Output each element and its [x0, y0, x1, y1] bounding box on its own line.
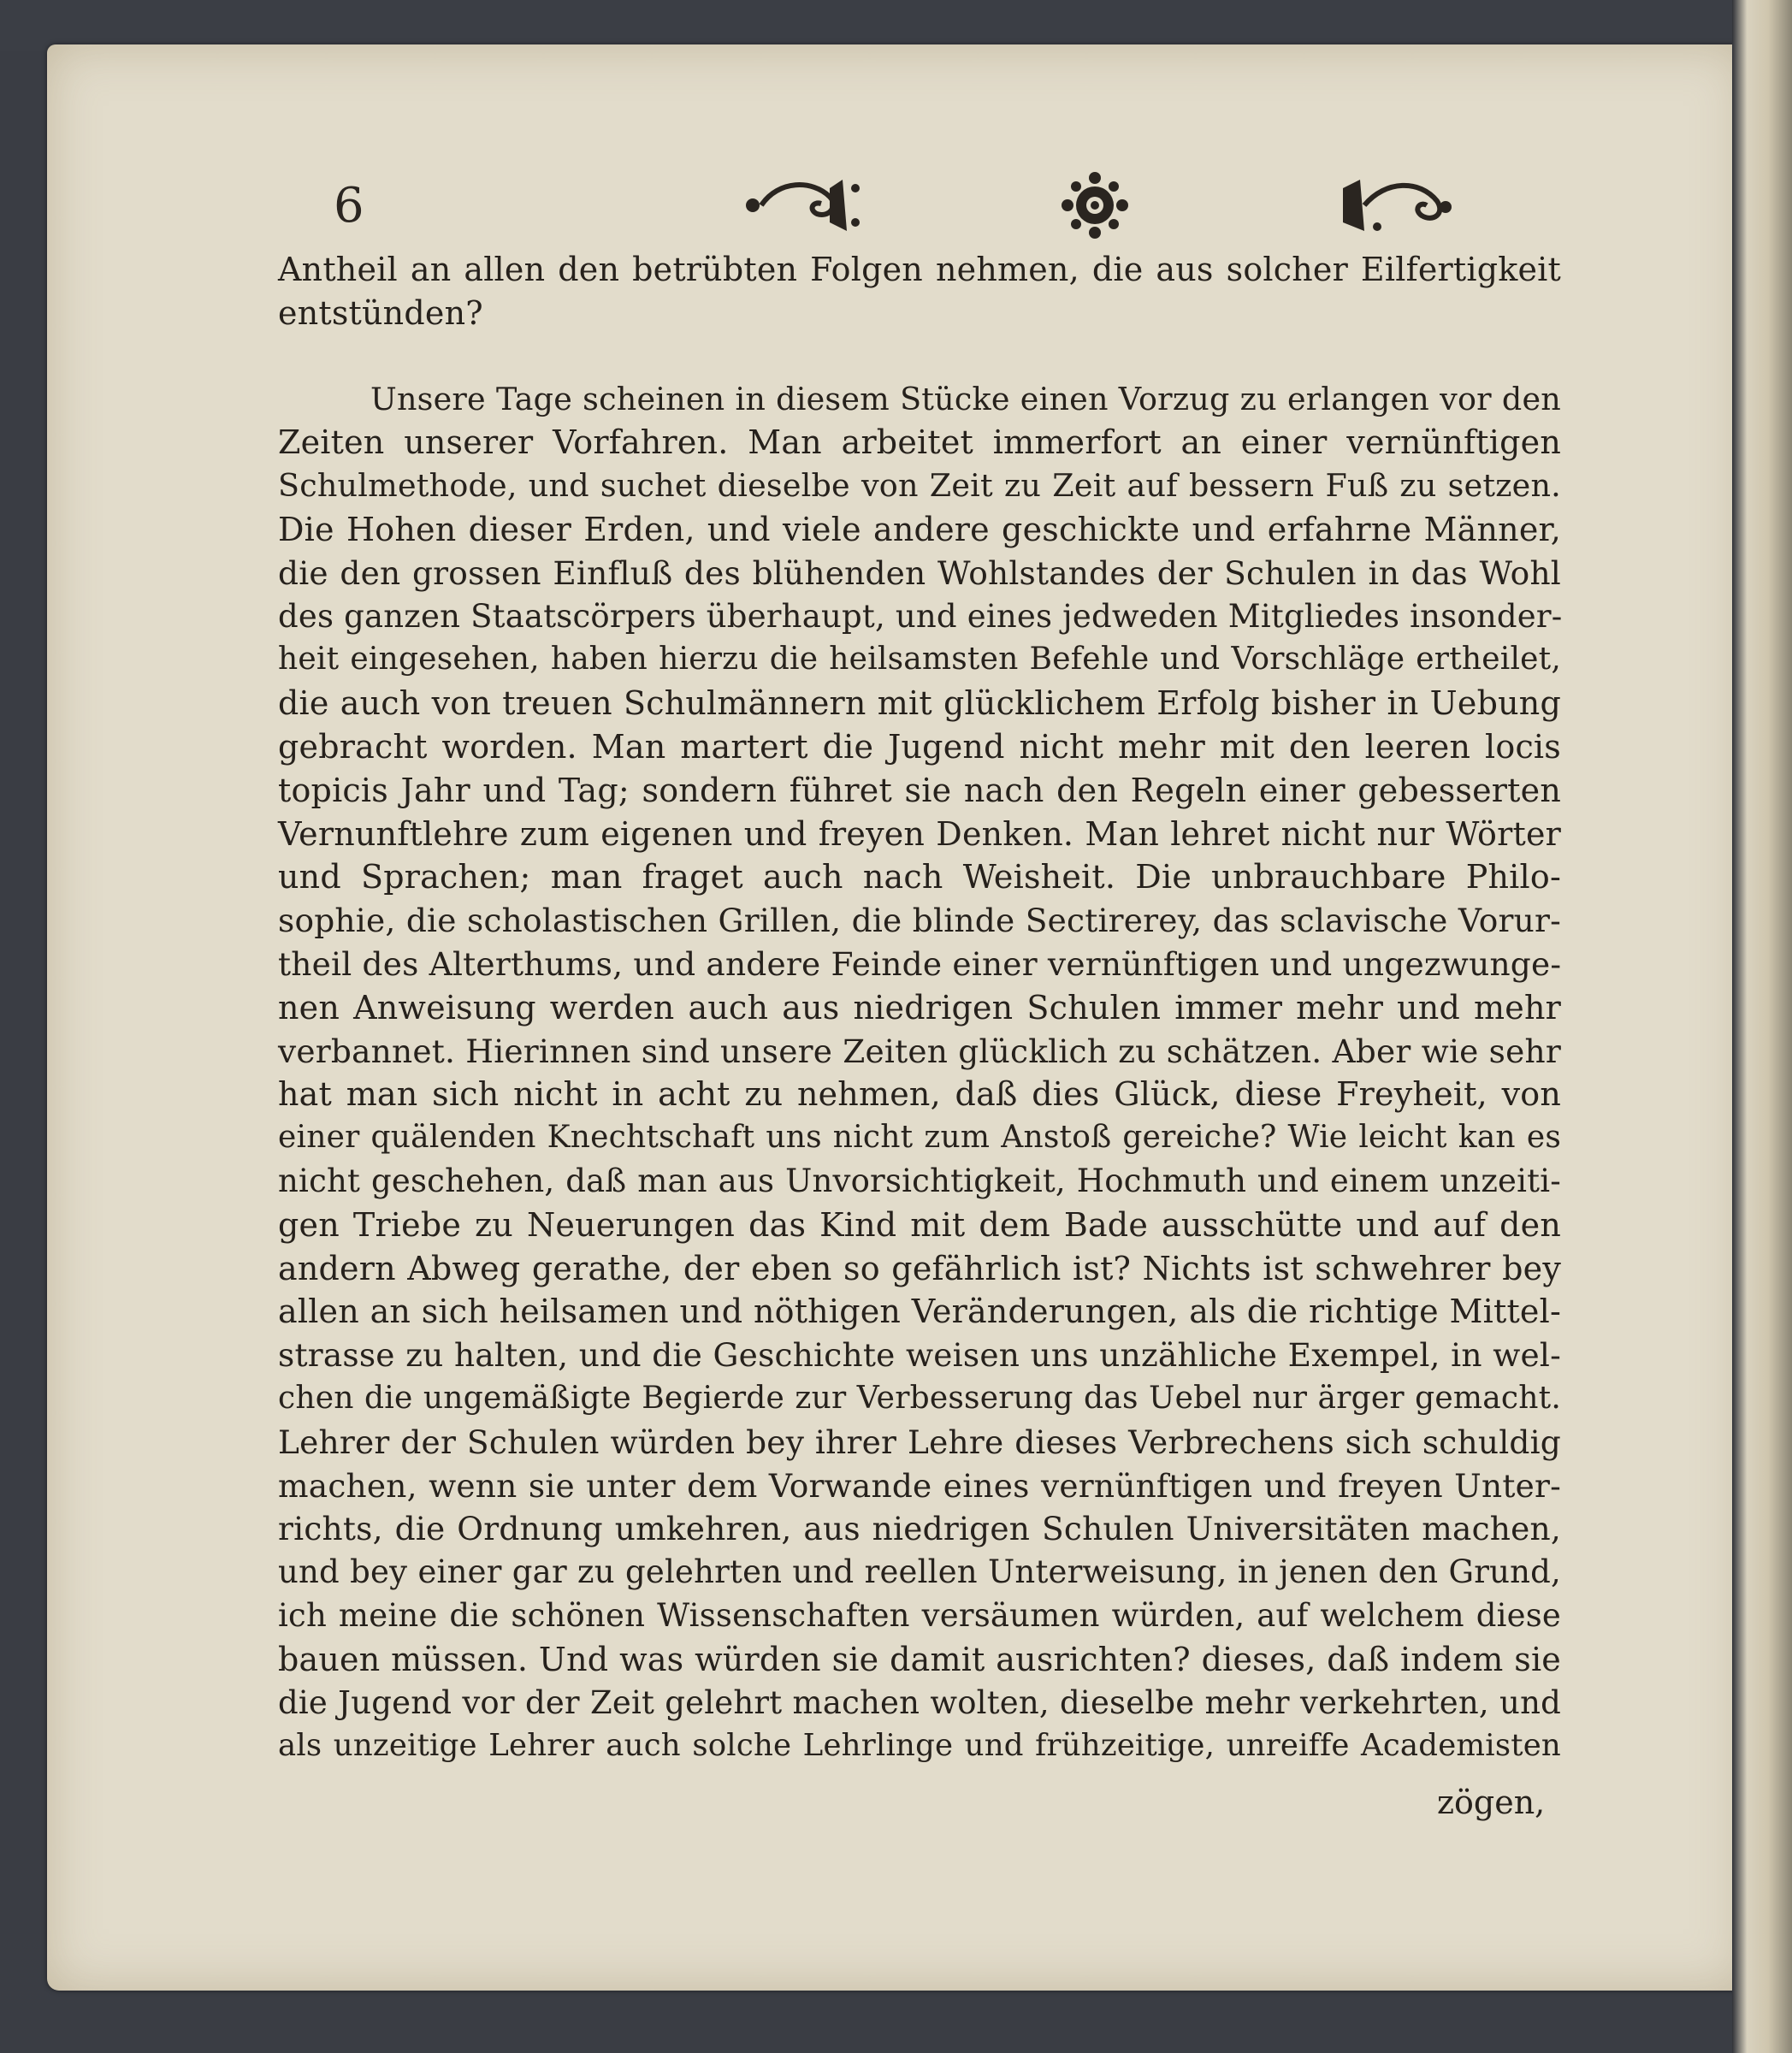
text-line: und bey einer gar zu gelehrten und reellen Unterweisung, in jenen den Grund,	[278, 1553, 1561, 1591]
text-line: machen, wenn sie unter dem Vorwande eines vernünftigen und freyen Unter-	[278, 1466, 1561, 1505]
text-line: bauen müssen. Und was würden sie damit ausrichten? dieses, daß indem sie	[278, 1640, 1561, 1678]
text-line: theil des Alterthums, und andere Feinde einer vernünftigen und ungezwunge-	[278, 944, 1562, 983]
text-line: gebracht worden. Man martert die Jugend nicht mehr mit den leeren locis	[278, 727, 1561, 766]
text-line: als unzeitige Lehrer auch solche Lehrlinge und frühzeitige, unreiffe Academisten	[278, 1728, 1561, 1764]
text-line: allen an sich heilsamen und nöthigen Veränderungen, als die richtige Mittel-	[278, 1293, 1561, 1331]
text-line: die Jugend vor der Zeit gelehrt machen wolten, dieselbe mehr verkehrten, und	[278, 1683, 1561, 1721]
text-line: hat man sich nicht in acht zu nehmen, daß dies Glück, diese Freyheit, von	[278, 1075, 1561, 1114]
text-line: richts, die Ordnung umkehren, aus niedrigen Schulen Universitäten machen,	[278, 1510, 1561, 1548]
text-line: topicis Jahr und Tag; sondern führet sie nach den Regeln einer gebesserten	[278, 771, 1561, 809]
text-line: strasse zu halten, und die Geschichte weisen uns unzähliche Exempel, in wel-	[278, 1336, 1561, 1375]
text-line: Zeiten unserer Vorfahren. Man arbeitet immerfort an einer vernünftigen	[278, 423, 1561, 462]
text-line: ich meine die schönen Wissenschaften versäumen würden, auf welchem diese	[278, 1596, 1561, 1634]
catchword: zögen,	[1437, 1784, 1546, 1821]
scanner-background	[0, 0, 1792, 51]
text-line: andern Abweg gerathe, der eben so gefährlich ist? Nichts ist schwehrer bey	[278, 1249, 1561, 1287]
text-line: sophie, die scholastischen Grillen, die blinde Sectirerey, das sclavische Vorur-	[278, 902, 1561, 940]
body-text	[278, 248, 1561, 1768]
text-line: einer quälenden Knechtschaft uns nicht zum Anstoß gereiche? Wie leicht kan es	[278, 1120, 1561, 1156]
text-line: Schulmethode, und suchet dieselbe von Zeit zu Zeit auf bessern Fuß zu setzen.	[278, 467, 1561, 505]
page-header	[334, 171, 1574, 248]
text-line: heit eingesehen, haben hierzu die heilsamsten Befehle und Vorschläge ertheilet,	[278, 642, 1561, 677]
paragraph-gap	[278, 335, 1561, 378]
text-line: Antheil an allen den betrübten Folgen nehmen, die aus solcher Eilfertigkeit	[278, 251, 1561, 288]
text-line: und Sprachen; man fraget auch nach Weisheit. Die unbrauchbare Philo-	[278, 858, 1561, 896]
printer-ornament-icon	[727, 171, 1463, 240]
text-line: nen Anweisung werden auch aus niedrigen Schulen immer mehr und mehr	[278, 988, 1561, 1026]
text-line: des ganzen Staatscörpers überhaupt, und eines jedweden Mitgliedes insonder-	[278, 597, 1563, 635]
text-line: gen Triebe zu Neuerungen das Kind mit dem Bade ausschütte und auf den	[278, 1205, 1561, 1244]
text-line: Lehrer der Schulen würden bey ihrer Lehre dieses Verbrechens sich schuldig	[278, 1423, 1561, 1461]
text-line: chen die ungemäßigte Begierde zur Verbesserung das Uebel nur ärger gemacht.	[278, 1380, 1561, 1416]
text-line: die auch von treuen Schulmännern mit glücklichem Erfolg bisher in Uebung	[278, 684, 1561, 723]
text-line: verbannet. Hierinnen sind unsere Zeiten glücklich zu schätzen. Aber wie sehr	[278, 1032, 1561, 1070]
text-line: Vernunftlehre zum eigenen und freyen Denken. Man lehret nicht nur Wörter	[278, 814, 1561, 853]
text-line: nicht geschehen, daß man aus Unvorsichtigkeit, Hochmuth und einem unzeiti-	[278, 1162, 1561, 1199]
text-line: die den grossen Einfluß des blühenden Wohlstandes der Schulen in das Wohl	[278, 553, 1561, 592]
adjacent-page-edges	[1732, 0, 1792, 2053]
page-number: 6	[334, 178, 364, 234]
text-line: Unsere Tage scheinen in diesem Stücke einen Vorzug zu erlangen vor den	[370, 380, 1561, 417]
text-line: Die Hohen dieser Erden, und viele andere geschickte und erfahrne Männer,	[278, 510, 1561, 548]
text-line: entstünden?	[278, 293, 483, 332]
